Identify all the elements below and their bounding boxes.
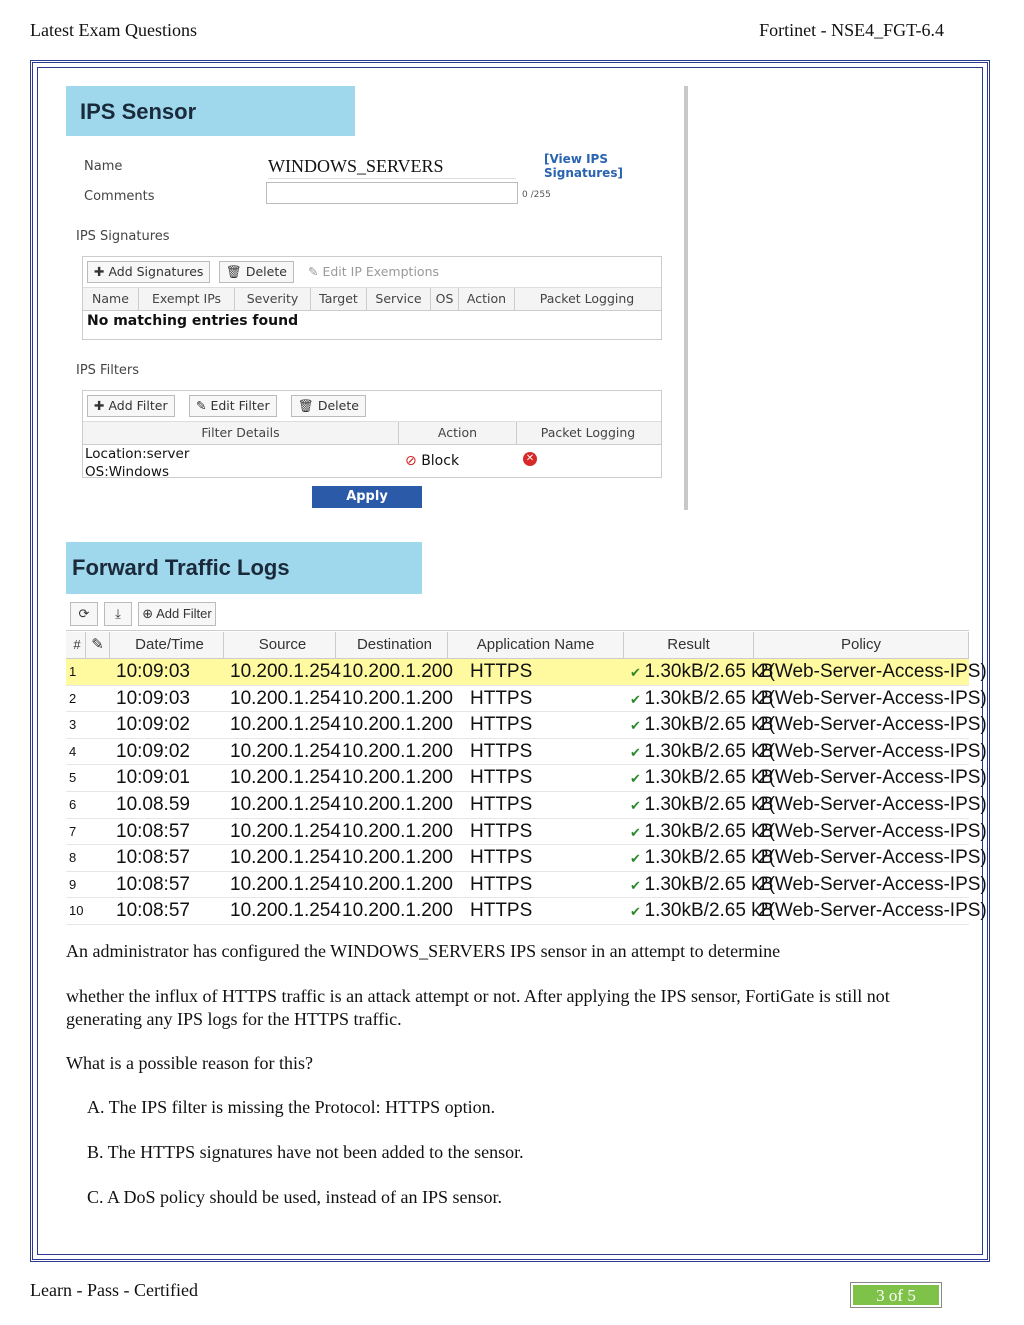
col-severity[interactable]: Severity [235, 288, 311, 310]
row-index: 8 [69, 850, 77, 866]
row-date-time: 10:08:57 [116, 820, 190, 842]
row-date-time: 10:09:02 [116, 740, 190, 762]
comments-counter: 0 /255 [522, 190, 551, 200]
row-attachment [86, 898, 110, 924]
check-icon: ✔ [630, 904, 645, 920]
row-destination: 10.200.1.200 [342, 687, 453, 709]
download-icon[interactable]: ⤓ [104, 602, 132, 626]
col-service[interactable]: Service [367, 288, 431, 310]
filter-detail-location: Location:server [85, 446, 190, 462]
row-application: HTTPS [470, 661, 533, 682]
row-date-time: 10:09:03 [116, 687, 190, 709]
header-left: Latest Exam Questions [30, 20, 197, 40]
check-icon: ✔ [630, 877, 645, 893]
row-destination: 10.200.1.200 [342, 847, 453, 869]
row-result-value: 1.30kB/2.65 kB [644, 900, 774, 922]
row-date-time: 10:09:03 [116, 661, 190, 682]
table-row[interactable] [66, 845, 987, 872]
question-intro: An administrator has configured the WINDOWS_SERVERS IPS sensor in an attempt to determine [66, 941, 781, 961]
row-source: 10.200.1.254 [230, 767, 341, 789]
row-destination: 10.200.1.200 [342, 793, 453, 815]
logs-toolbar [66, 596, 969, 631]
footer-tagline: Learn - Pass - Certified [30, 1280, 198, 1300]
col-application-name[interactable]: Application Name [448, 632, 624, 658]
col-index[interactable]: # [66, 632, 86, 658]
row-application: HTTPS [470, 740, 533, 762]
row-source: 10.200.1.254 [230, 900, 341, 922]
row-index: 4 [69, 743, 77, 759]
col-filter-packet-logging[interactable]: Packet Logging [540, 425, 636, 440]
row-attachment [86, 765, 110, 791]
view-ips-signatures-link[interactable]: [View IPS Signatures] [544, 152, 623, 180]
row-destination: 10.200.1.200 [342, 873, 453, 895]
add-filter-logs-button[interactable]: ⊕ Add Filter [138, 602, 216, 626]
question-detail: whether the influx of HTTPS traffic is an attack attempt or not. After applying the IPS sensor, FortiGate is still not generating any IPS logs for the HTTPS traffic. [66, 986, 890, 1029]
row-index: 6 [69, 796, 77, 812]
apply-button[interactable]: Apply [312, 486, 422, 508]
row-source: 10.200.1.254 [230, 847, 341, 869]
col-name[interactable]: Name [83, 288, 139, 310]
row-index: 5 [69, 770, 77, 786]
table-row[interactable] [66, 792, 987, 819]
row-attachment [86, 686, 110, 712]
row-policy: 2(Web-Server-Access-IPS) [758, 873, 987, 895]
row-result-value: 1.30kB/2.65 kB [644, 820, 774, 842]
row-result [624, 898, 774, 924]
filters-table [82, 390, 662, 478]
check-icon: ✔ [630, 851, 645, 867]
row-result-value: 1.30kB/2.65 kB [644, 847, 774, 869]
trash-icon: 🗑 [226, 264, 246, 279]
check-icon: ✔ [630, 718, 645, 734]
filter-row[interactable] [83, 445, 661, 479]
filters-header [83, 422, 661, 445]
row-index: 9 [69, 876, 77, 892]
col-destination[interactable]: Destination [336, 632, 448, 658]
logs-header [66, 632, 969, 659]
add-signatures-button[interactable]: ✚ Add Signatures [87, 261, 210, 283]
forward-traffic-logs-panel [66, 542, 987, 922]
pencil-icon: ✎ [308, 264, 323, 279]
col-action[interactable]: Action [459, 288, 515, 310]
name-field[interactable]: WINDOWS_SERVERS [268, 156, 516, 179]
row-result [624, 872, 774, 898]
packet-logging-disabled-icon[interactable]: ✕ [523, 452, 537, 466]
add-filter-button[interactable]: ✚ Add Filter [87, 395, 175, 417]
page-indicator: 3 of 5 [850, 1282, 942, 1308]
row-date-time: 10:09:01 [116, 767, 190, 789]
row-result [624, 712, 774, 738]
table-row[interactable] [66, 872, 987, 899]
row-policy: 2(Web-Server-Access-IPS) [758, 687, 987, 709]
paperclip-icon[interactable]: ✎ [86, 632, 110, 658]
table-row[interactable] [66, 712, 987, 739]
row-application: HTTPS [470, 873, 533, 895]
row-attachment [86, 739, 110, 765]
row-index: 1 [69, 664, 77, 679]
header-right: Fortinet - NSE4_FGT-6.4 [759, 20, 944, 40]
logs-table [66, 632, 987, 925]
table-row[interactable] [66, 659, 987, 686]
row-source: 10.200.1.254 [230, 687, 341, 709]
name-label: Name [84, 159, 123, 174]
row-result [624, 765, 774, 791]
check-icon: ✔ [630, 691, 645, 707]
option-b[interactable]: B. The HTTPS signatures have not been added to the sensor. [87, 1142, 524, 1162]
row-policy: 2(Web-Server-Access-IPS) [758, 820, 987, 842]
block-icon: ⊘ [405, 453, 422, 469]
table-row[interactable] [66, 765, 987, 792]
option-a[interactable]: A. The IPS filter is missing the Protocol: HTTPS option. [87, 1097, 496, 1117]
edit-filter-button[interactable]: ✎ Edit Filter [189, 395, 277, 417]
ips-sensor-panel [66, 86, 688, 510]
row-result [624, 792, 774, 818]
row-policy: 2(Web-Server-Access-IPS) [758, 767, 987, 789]
row-policy: 2(Web-Server-Access-IPS) [758, 714, 987, 736]
plus-icon: ✚ [94, 398, 109, 413]
row-result [624, 659, 774, 685]
row-result-value: 1.30kB/2.65 kB [644, 740, 774, 762]
col-target[interactable]: Target [311, 288, 367, 310]
row-result-value: 1.30kB/2.65 kB [644, 714, 774, 736]
row-result [624, 819, 774, 845]
row-result-value: 1.30kB/2.65 kB [644, 767, 774, 789]
row-attachment [86, 819, 110, 845]
forward-traffic-logs-title: Forward Traffic Logs [66, 542, 422, 594]
row-result [624, 845, 774, 871]
col-exempt-ips[interactable]: Exempt IPs [139, 288, 235, 310]
check-icon: ✔ [630, 665, 645, 680]
row-destination: 10.200.1.200 [342, 900, 453, 922]
check-icon: ✔ [630, 744, 645, 760]
row-result-value: 1.30kB/2.65 kB [644, 687, 774, 709]
check-icon: ✔ [630, 824, 645, 840]
col-filter-action[interactable]: Action [399, 422, 517, 444]
row-result-value: 1.30kB/2.65 kB [644, 793, 774, 815]
col-filter-details[interactable]: Filter Details [83, 422, 399, 444]
row-destination: 10.200.1.200 [342, 714, 453, 736]
table-row[interactable] [66, 898, 987, 925]
row-application: HTTPS [470, 687, 533, 709]
delete-filter-button[interactable]: 🗑 Delete [291, 395, 366, 417]
row-application: HTTPS [470, 847, 533, 869]
row-application: HTTPS [470, 767, 533, 789]
row-attachment [86, 659, 110, 685]
row-policy: 2(Web-Server-Access-IPS) [758, 847, 987, 869]
row-attachment [86, 712, 110, 738]
row-source: 10.200.1.254 [230, 793, 341, 815]
table-row[interactable] [66, 739, 987, 766]
row-application: HTTPS [470, 820, 533, 842]
comments-label: Comments [84, 189, 155, 204]
comments-field[interactable] [266, 182, 518, 204]
row-index: 10 [69, 903, 84, 919]
edit-ip-exemptions-button[interactable]: ✎ Edit IP Exemptions [308, 264, 439, 279]
row-destination: 10.200.1.200 [342, 740, 453, 762]
filter-action: ⊘ Block [405, 453, 460, 469]
row-result-value: 1.30kB/2.65 kB [644, 873, 774, 895]
signatures-header [83, 288, 661, 311]
row-date-time: 10:08:57 [116, 873, 190, 895]
row-result [624, 686, 774, 712]
row-attachment [86, 845, 110, 871]
plus-icon: ✚ [94, 264, 109, 279]
row-source: 10.200.1.254 [230, 714, 341, 736]
row-policy: 2(Web-Server-Access-IPS) [758, 793, 987, 815]
row-policy: 2(Web-Server-Access-IPS) [758, 900, 987, 922]
filter-detail-os: OS:Windows [85, 464, 170, 480]
row-index: 7 [69, 823, 77, 839]
row-date-time: 10.08.59 [116, 793, 190, 815]
col-policy[interactable]: Policy [754, 632, 969, 658]
row-source: 10.200.1.254 [230, 873, 341, 895]
row-application: HTTPS [470, 793, 533, 815]
row-attachment [86, 792, 110, 818]
row-attachment [86, 872, 110, 898]
col-os[interactable]: OS [431, 288, 459, 310]
ips-signatures-section: IPS Signatures [76, 229, 170, 244]
row-source: 10.200.1.254 [230, 740, 341, 762]
trash-icon: 🗑 [298, 398, 318, 413]
row-destination: 10.200.1.200 [342, 767, 453, 789]
col-source[interactable]: Source [224, 632, 336, 658]
col-date-time[interactable]: Date/Time [110, 632, 224, 658]
col-result[interactable]: Result [624, 632, 754, 658]
row-source: 10.200.1.254 [230, 661, 341, 682]
row-policy: 2(Web-Server-Access-IPS) [758, 661, 987, 682]
row-source: 10.200.1.254 [230, 820, 341, 842]
row-destination: 10.200.1.200 [342, 661, 453, 682]
row-result [624, 739, 774, 765]
row-date-time: 10:09:02 [116, 714, 190, 736]
row-application: HTTPS [470, 714, 533, 736]
table-row[interactable] [66, 819, 987, 846]
row-date-time: 10:08:57 [116, 900, 190, 922]
plus-circle-icon: ⊕ [142, 606, 157, 621]
check-icon: ✔ [630, 797, 645, 813]
refresh-icon[interactable]: ⟳ [70, 602, 98, 626]
col-packet-logging[interactable]: Packet Logging [539, 291, 635, 306]
signatures-table [82, 256, 662, 340]
option-c[interactable]: C. A DoS policy should be used, instead of an IPS sensor. [87, 1187, 502, 1207]
table-row[interactable] [66, 686, 987, 713]
row-application: HTTPS [470, 900, 533, 922]
delete-signature-button[interactable]: 🗑 Delete [219, 261, 294, 283]
check-icon: ✔ [630, 771, 645, 787]
row-index: 2 [69, 690, 77, 706]
row-result-value: 1.30kB/2.65 kB [644, 661, 774, 682]
row-index: 3 [69, 717, 77, 733]
pencil-icon: ✎ [196, 398, 211, 413]
row-date-time: 10:08:57 [116, 847, 190, 869]
row-destination: 10.200.1.200 [342, 820, 453, 842]
question-prompt: What is a possible reason for this? [66, 1053, 313, 1073]
no-entries-message: No matching entries found [87, 313, 299, 329]
row-policy: 2(Web-Server-Access-IPS) [758, 740, 987, 762]
ips-sensor-title: IPS Sensor [66, 86, 355, 136]
ips-filters-section: IPS Filters [76, 363, 140, 378]
